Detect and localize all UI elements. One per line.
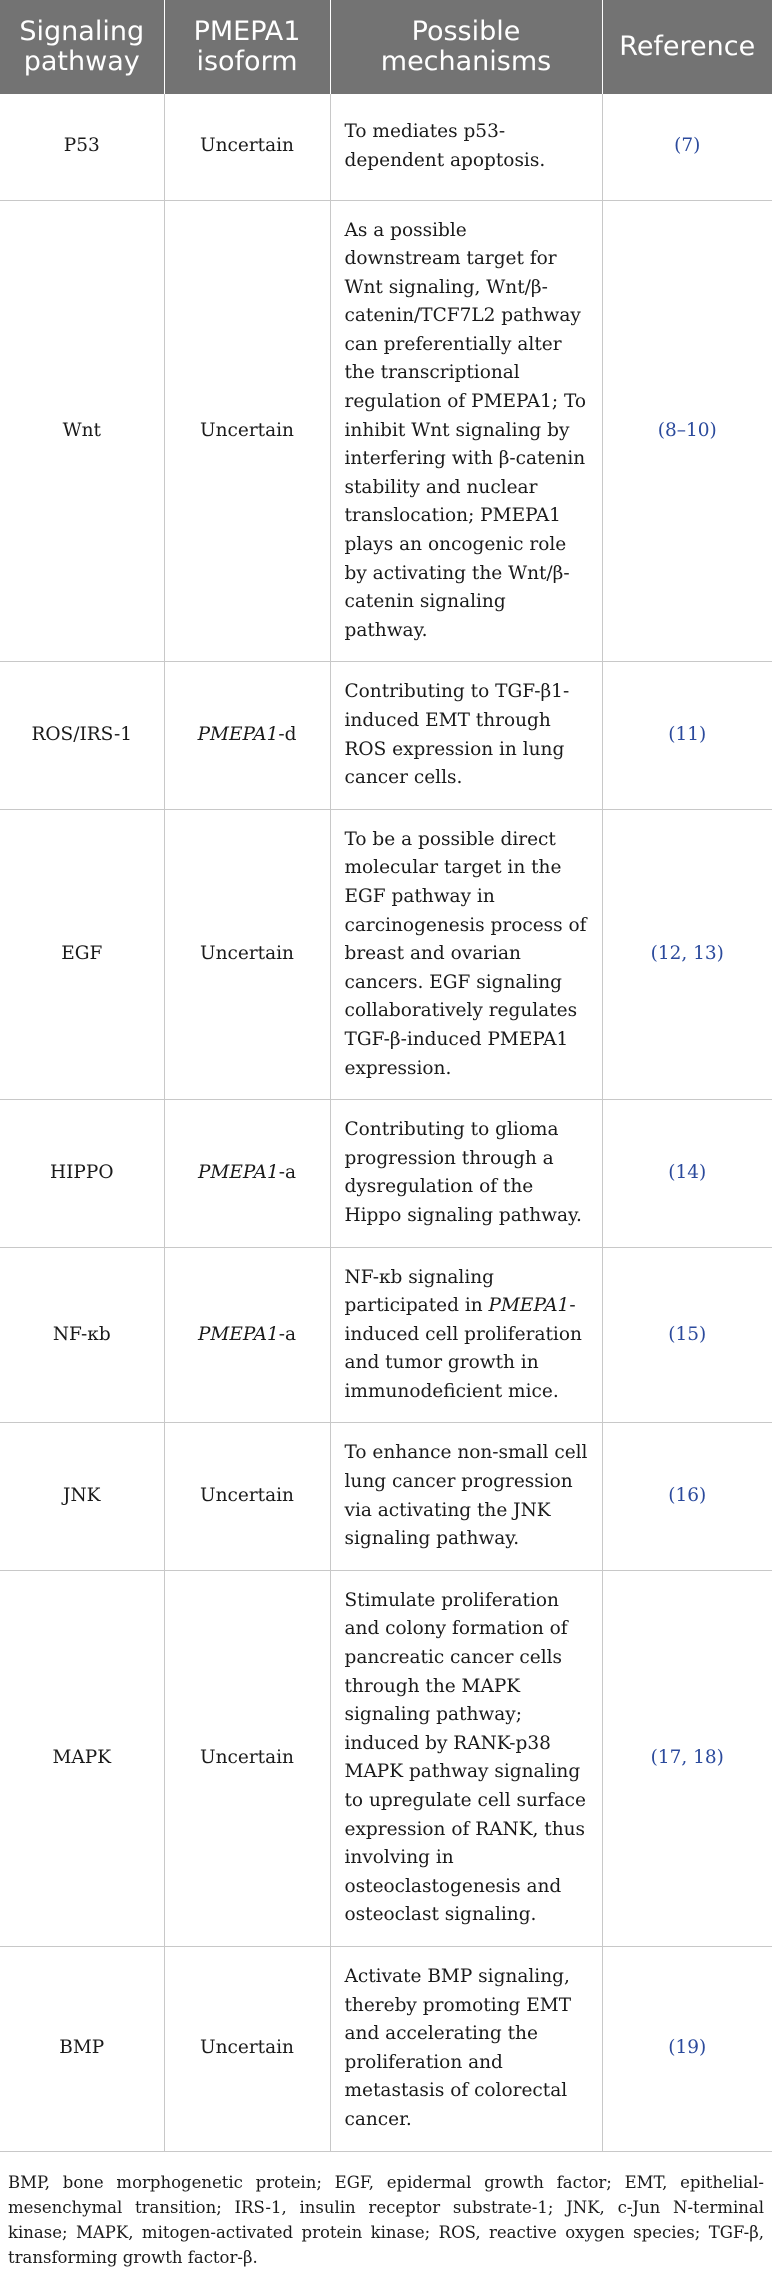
cell-reference bbox=[602, 1423, 772, 1570]
cell-signaling-pathway bbox=[0, 94, 164, 200]
reference-link[interactable]: (15) bbox=[668, 1323, 707, 1345]
cell-reference bbox=[602, 1570, 772, 1946]
cell-reference bbox=[602, 1247, 772, 1423]
reference-link[interactable]: (17, 18) bbox=[650, 1747, 724, 1769]
cell-possible-mechanism bbox=[330, 1247, 602, 1423]
isoform-label: Uncertain bbox=[200, 2037, 294, 2059]
cell-reference bbox=[602, 662, 772, 809]
pathway-name: MAPK bbox=[52, 1747, 112, 1769]
cell-signaling-pathway bbox=[0, 1946, 164, 2151]
isoform-label: Uncertain bbox=[200, 419, 294, 441]
cell-possible-mechanism bbox=[330, 662, 602, 809]
header-pmepa1-isoform: PMEPA1 isoform bbox=[164, 0, 330, 94]
pathway-name: NF-κb bbox=[52, 1323, 111, 1345]
mechanism-text-continued: -induced cell proliferation and tumor growth in immunodeficient mice. bbox=[344, 1295, 582, 1402]
header-reference: Reference bbox=[602, 0, 772, 94]
reference-link[interactable]: (19) bbox=[668, 2037, 707, 2059]
cell-pmepa1-isoform bbox=[164, 1247, 330, 1423]
cell-possible-mechanism bbox=[330, 1570, 602, 1946]
table-row bbox=[0, 662, 772, 809]
mechanism-text: Activate BMP signaling, thereby promoting EMT and accelerating the proliferation and metastasis of colorectal cancer. bbox=[344, 1965, 572, 2130]
reference-link[interactable]: (16) bbox=[668, 1485, 707, 1507]
cell-pmepa1-isoform bbox=[164, 94, 330, 200]
header-row bbox=[0, 0, 772, 94]
table-row bbox=[0, 1946, 772, 2151]
isoform-label: -a bbox=[278, 1323, 297, 1345]
table-row bbox=[0, 94, 772, 200]
table-header bbox=[0, 0, 772, 94]
mechanism-gene-name: PMEPA1 bbox=[488, 1295, 570, 1317]
cell-reference bbox=[602, 1946, 772, 2151]
cell-possible-mechanism bbox=[330, 1100, 602, 1247]
reference-link[interactable]: (7) bbox=[674, 135, 701, 157]
cell-pmepa1-isoform bbox=[164, 1570, 330, 1946]
pathway-name: EGF bbox=[61, 943, 103, 965]
isoform-gene-name: PMEPA1 bbox=[197, 1323, 279, 1345]
cell-possible-mechanism bbox=[330, 809, 602, 1099]
pathway-name: P53 bbox=[63, 135, 100, 157]
cell-pmepa1-isoform bbox=[164, 1946, 330, 2151]
cell-pmepa1-isoform bbox=[164, 200, 330, 662]
cell-pmepa1-isoform bbox=[164, 1423, 330, 1570]
cell-pmepa1-isoform bbox=[164, 1100, 330, 1247]
header-signaling-pathway: Signaling pathway bbox=[0, 0, 164, 94]
isoform-label: Uncertain bbox=[200, 135, 294, 157]
table-footnote: BMP, bone morphogenetic protein; EGF, epidermal growth factor; EMT, epithelial-mesenchymal transition; IRS-1, insulin receptor substrate-1; JNK, c-Jun N-terminal kinase; MAPK, mitogen-activated protein kinase; ROS, reactive oxygen species; TGF-β, transforming growth factor-β. bbox=[8, 2172, 764, 2267]
cell-possible-mechanism bbox=[330, 200, 602, 662]
cell-signaling-pathway bbox=[0, 1423, 164, 1570]
cell-signaling-pathway bbox=[0, 1570, 164, 1946]
cell-signaling-pathway bbox=[0, 662, 164, 809]
cell-signaling-pathway bbox=[0, 809, 164, 1099]
cell-signaling-pathway bbox=[0, 1247, 164, 1423]
isoform-label: Uncertain bbox=[200, 1747, 294, 1769]
pathway-name: BMP bbox=[59, 2037, 105, 2059]
cell-reference bbox=[602, 94, 772, 200]
table-row bbox=[0, 200, 772, 662]
cell-pmepa1-isoform bbox=[164, 662, 330, 809]
cell-possible-mechanism bbox=[330, 1423, 602, 1570]
isoform-gene-name: PMEPA1 bbox=[197, 724, 279, 746]
isoform-label: Uncertain bbox=[200, 943, 294, 965]
cell-signaling-pathway bbox=[0, 1100, 164, 1247]
mechanism-text: As a possible downstream target for Wnt signaling, Wnt/β-catenin/TCF7L2 pathway can preferentially alter the transcriptional regulation of PMEPA1; To inhibit Wnt signaling by interfering with β-catenin stability and nuclear translocation; PMEPA1 plays an oncogenic role by activating the Wnt/β-catenin signaling pathway. bbox=[344, 219, 587, 641]
pathway-name: ROS/IRS-1 bbox=[31, 724, 133, 746]
mechanism-text: To enhance non-small cell lung cancer progression via activating the JNK signaling pathway. bbox=[344, 1442, 588, 1550]
reference-link[interactable]: (12, 13) bbox=[650, 943, 724, 965]
header-possible-mechanisms: Possible mechanisms bbox=[330, 0, 602, 94]
mechanism-text: Contributing to TGF-β1-induced EMT through ROS expression in lung cancer cells. bbox=[344, 681, 570, 789]
cell-reference bbox=[602, 200, 772, 662]
cell-reference bbox=[602, 809, 772, 1099]
table-row bbox=[0, 1100, 772, 1247]
reference-link[interactable]: (8–10) bbox=[657, 419, 717, 441]
table-row bbox=[0, 1423, 772, 1570]
cell-signaling-pathway bbox=[0, 200, 164, 662]
pathway-name: Wnt bbox=[62, 419, 101, 441]
mechanism-text: Stimulate proliferation and colony formation of pancreatic cancer cells through the MAPK signaling pathway; induced by RANK-p38 MAPK pathway signaling to upregulate cell surface expression of RANK, thus involving in osteoclastogenesis and osteoclast signaling. bbox=[344, 1589, 586, 1926]
reference-link[interactable]: (11) bbox=[668, 724, 707, 746]
isoform-label: Uncertain bbox=[200, 1485, 294, 1507]
mechanism-text: To be a possible direct molecular target in the EGF pathway in carcinogenesis process of breast and ovarian cancers. EGF signaling collaboratively regulates TGF-β-induced PMEPA1 expression. bbox=[344, 828, 587, 1079]
cell-reference bbox=[602, 1100, 772, 1247]
table-row bbox=[0, 809, 772, 1099]
cell-possible-mechanism bbox=[330, 94, 602, 200]
pathway-name: JNK bbox=[63, 1485, 101, 1507]
mechanism-text: Contributing to glioma progression through a dysregulation of the Hippo signaling pathway. bbox=[344, 1119, 582, 1226]
mechanism-text: NF-κb signaling participated in bbox=[344, 1266, 495, 1317]
reference-link[interactable]: (14) bbox=[668, 1162, 707, 1184]
cell-pmepa1-isoform bbox=[164, 809, 330, 1099]
cell-possible-mechanism bbox=[330, 1946, 602, 2151]
isoform-label: -d bbox=[278, 724, 297, 746]
table-row bbox=[0, 1247, 772, 1423]
isoform-label: -a bbox=[278, 1162, 297, 1184]
mechanism-text: To mediates p53-dependent apoptosis. bbox=[344, 121, 546, 171]
table-body bbox=[0, 94, 772, 2151]
isoform-gene-name: PMEPA1 bbox=[197, 1162, 279, 1184]
pathway-name: HIPPO bbox=[49, 1162, 114, 1184]
table-row bbox=[0, 1570, 772, 1946]
